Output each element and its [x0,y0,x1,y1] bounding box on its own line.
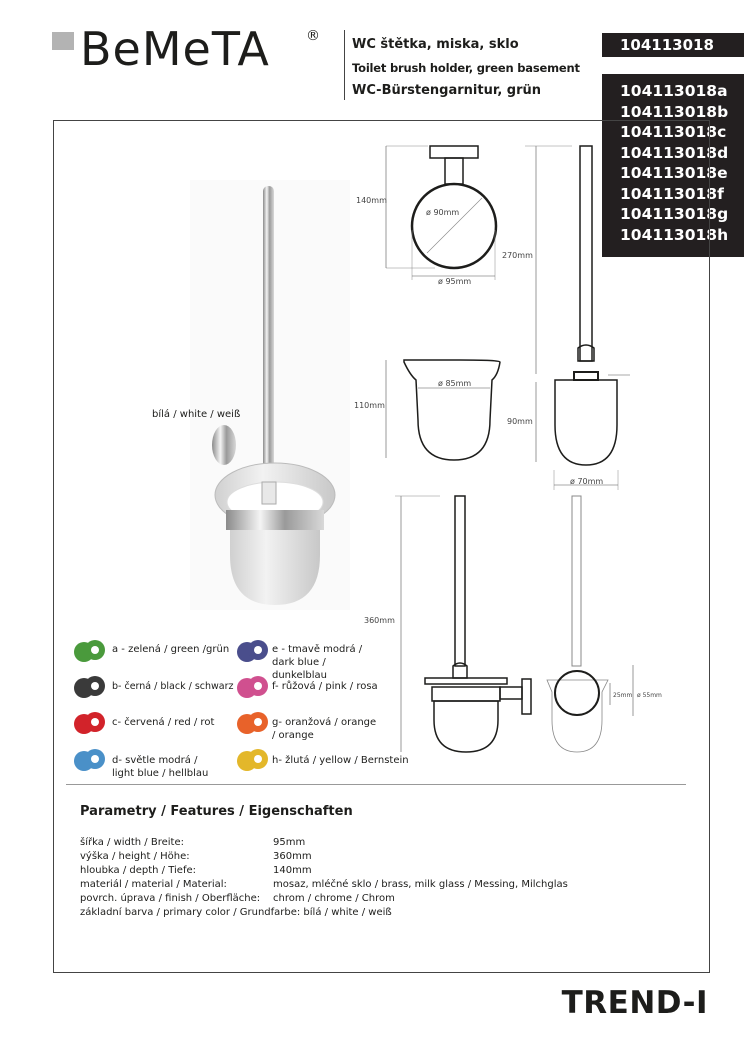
feature-value: 140mm [273,865,312,876]
feature-label: povrch. úprava / finish / Oberfläche: [80,893,261,904]
feature-row [80,850,568,864]
swatch-red [73,712,107,736]
variant-b-label: b- černá / black / schwarz [112,681,234,692]
logo-mark [52,32,74,50]
main-product-code: 104113018 [602,33,744,57]
title-cs: WC štětka, miska, sklo [352,37,519,52]
features-title: Parametry / Features / Eigenschaften [80,804,353,819]
swatch-orange [236,712,270,736]
dim-25: 25mm [613,692,633,699]
swatch-light-blue [73,749,107,773]
front-view [547,496,633,752]
feature-row [80,836,568,850]
variant-g-label: g- oranžová / orange / orange [272,717,377,741]
brush-view [525,146,630,490]
feature-row-color: základní barva / primary color / Grundfarbe: bílá / white / weiß [80,907,392,918]
swatch-yellow [236,749,270,773]
registered-mark: ® [306,28,320,44]
variant-code: 104113018h [620,225,729,244]
dim-85-diameter: ø 85mm [438,379,472,388]
variant-e-label: e - tmavě modrá / dark blue / dunkelblau [272,644,363,681]
title-de: WC-Bürstengarnitur, grün [352,83,542,98]
swatch-black [73,676,107,700]
photo-color-label: bílá / white / weiß [152,409,241,420]
feature-row [80,892,568,906]
brush-handle [263,186,274,486]
dim-90-diameter: ø 90mm [426,208,460,217]
feature-value: 360mm [273,851,312,862]
feature-label: materiál / material / Material: [80,879,227,890]
bowl-view [386,360,500,460]
wall-mount [212,425,236,465]
swatch-green [73,640,107,664]
variant-c-label: c- červená / red / rot [112,717,215,728]
dim-360: 360mm [364,616,395,625]
dim-90: 90mm [507,417,533,426]
features-table [80,836,568,920]
technical-drawing [340,130,650,770]
variant-code: 104113018b [620,102,729,121]
feature-label: hloubka / depth / Tiefe: [80,865,196,876]
dim-270: 270mm [502,251,533,260]
dim-140: 140mm [356,196,387,205]
section-divider [66,784,686,785]
title-divider [344,30,345,100]
dim-110: 110mm [354,401,385,410]
variant-code: 104113018e [620,164,728,182]
feature-row [80,864,568,878]
variant-h-label: h- žlutá / yellow / Bernstein [272,755,409,766]
assembled-view [395,496,531,752]
feature-row [80,878,568,892]
chrome-ring [226,510,324,530]
swatch-pink [236,676,270,700]
series-name: TREND-I [561,985,708,1021]
feature-value: mosaz, mléčné sklo / brass, milk glass / Messing, Milchglas [273,879,568,890]
product-photo [190,180,350,610]
feature-label: výška / height / Höhe: [80,851,190,862]
swatch-dark-blue [236,640,270,664]
variant-code: 104113018f [620,184,724,203]
feature-value: 95mm [273,837,306,848]
variant-f-label: f- růžová / pink / rosa [272,681,378,692]
variant-code: 104113018c [620,123,727,141]
dim-55-diameter: ø 55mm [637,692,662,699]
title-en: Toilet brush holder, green basement [352,61,580,75]
variant-a-label: a - zelená / green /grün [112,644,230,655]
variant-code: 104113018g [620,205,729,223]
dim-95-diameter: ø 95mm [438,277,472,286]
dim-70-diameter: ø 70mm [570,477,604,486]
variant-d-label: d- světle modrá / light blue / hellblau [112,755,209,779]
feature-value: chrom / chrome / Chrom [273,893,395,904]
variant-code: 104113018a [620,82,728,100]
feature-label: šířka / width / Breite: [80,837,184,848]
glass-bowl [230,530,320,605]
variant-code: 104113018d [620,143,729,162]
brand-logo: BeMeTA [80,22,270,76]
